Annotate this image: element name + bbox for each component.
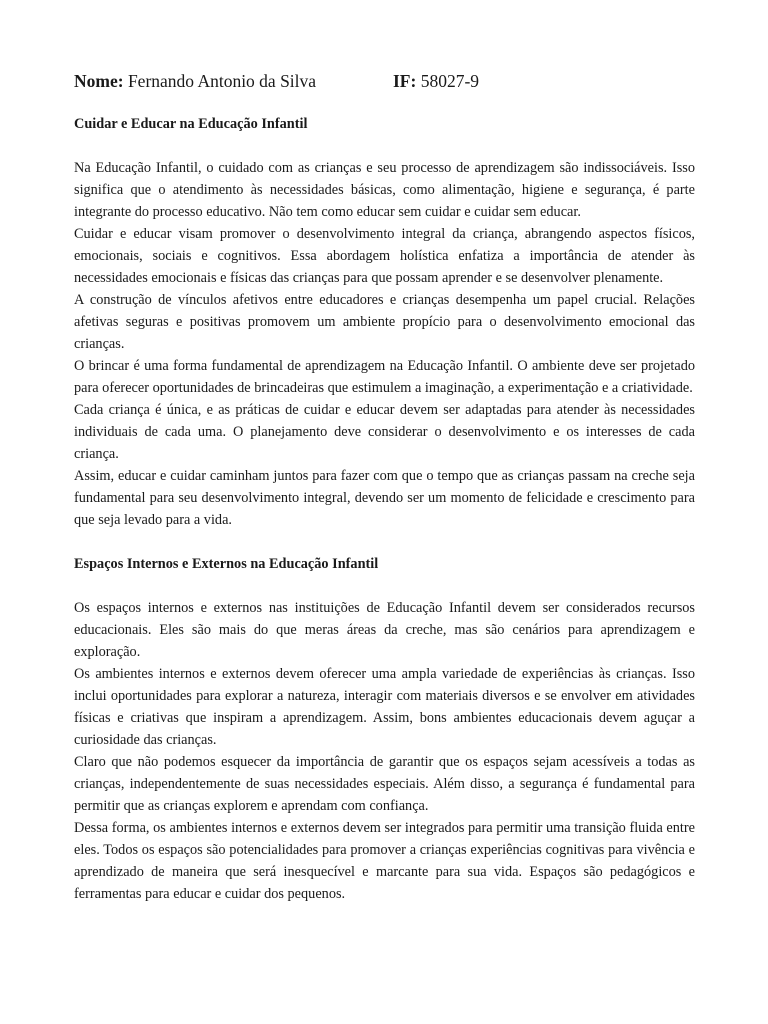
if-value: 58027-9 — [420, 71, 480, 91]
paragraph: Dessa forma, os ambientes internos e externos devem ser integrados para permitir uma transição fluida entre eles. Todos os espaços são potencialidades para promover a crianças experiências cognitivas para vivência e aprendizado de maneira que será inesquecível e marcante para sua vida. Espaços são pedagógicos e ferramentas para educar e cuidar dos pequenos. — [74, 820, 695, 902]
paragraph: Na Educação Infantil, o cuidado com as crianças e seu processo de aprendizagem são indissociáveis. Isso significa que o atendimento às necessidades básicas, como alimentação, higiene e segurança, é parte integrante do processo educativo. Não tem como educar sem cuidar e cuidar sem educar. — [74, 160, 695, 220]
section-title-cuidar-educar: Cuidar e Educar na Educação Infantil — [74, 116, 308, 132]
header-line — [74, 66, 695, 96]
section-body-cuidar-educar — [74, 157, 695, 531]
paragraph: Os espaços internos e externos nas instituições de Educação Infantil devem ser considerados recursos educacionais. Eles são mais do que meras áreas da creche, mas são cenários para aprendizagem e exploração. — [74, 600, 695, 660]
paragraph: O brincar é uma forma fundamental de aprendizagem na Educação Infantil. O ambiente deve ser projetado para oferecer oportunidades de brincadeiras que estimulem a imaginação, a experimentação e a criatividade. — [74, 358, 695, 396]
name-value: Fernando Antonio da Silva — [127, 71, 317, 91]
if-label: IF: — [393, 71, 417, 91]
paragraph: Os ambientes internos e externos devem oferecer uma ampla variedade de experiências às crianças. Isso inclui oportunidades para explorar a natureza, interagir com materiais diversos e se envolver em atividades físicas e criativas que inspiram a aprendizagem. Assim, bons ambientes educacionais devem aguçar a curiosidade das crianças. — [74, 666, 695, 748]
name-label: Nome: — [74, 71, 124, 91]
paragraph: Cada criança é única, e as práticas de cuidar e educar devem ser adaptadas para atender às necessidades individuais de cada uma. O planejamento deve considerar o desenvolvimento e os interesses de cada criança. — [74, 402, 695, 462]
paragraph: A construção de vínculos afetivos entre educadores e crianças desempenha um papel crucial. Relações afetivas seguras e positivas promovem um ambiente propício para o desenvolvimento emocional das crianças. — [74, 292, 695, 352]
paragraph: Cuidar e educar visam promover o desenvolvimento integral da criança, abrangendo aspectos físicos, emocionais, sociais e cognitivos. Essa abordagem holística enfatiza a importância de atender às necessidades emocionais e físicas das crianças para que possam aprender e se desenvolver plenamente. — [74, 226, 695, 286]
student-name — [74, 66, 316, 96]
paragraph: Claro que não podemos esquecer da importância de garantir que os espaços sejam acessíveis a todas as crianças, independentemente de suas necessidades especiais. Além disso, a segurança é fundamental para permitir que as crianças explorem e aprendam com confiança. — [74, 754, 695, 814]
section-title-espacos: Espaços Internos e Externos na Educação Infantil — [74, 556, 379, 572]
section-body-espacos — [74, 597, 695, 905]
paragraph: Assim, educar e cuidar caminham juntos para fazer com que o tempo que as crianças passam na creche seja fundamental para seu desenvolvimento integral, devendo ser um momento de felicidade e crescimento para que seja levado para a vida. — [74, 468, 695, 528]
document-page — [74, 66, 695, 905]
student-id — [393, 66, 479, 96]
